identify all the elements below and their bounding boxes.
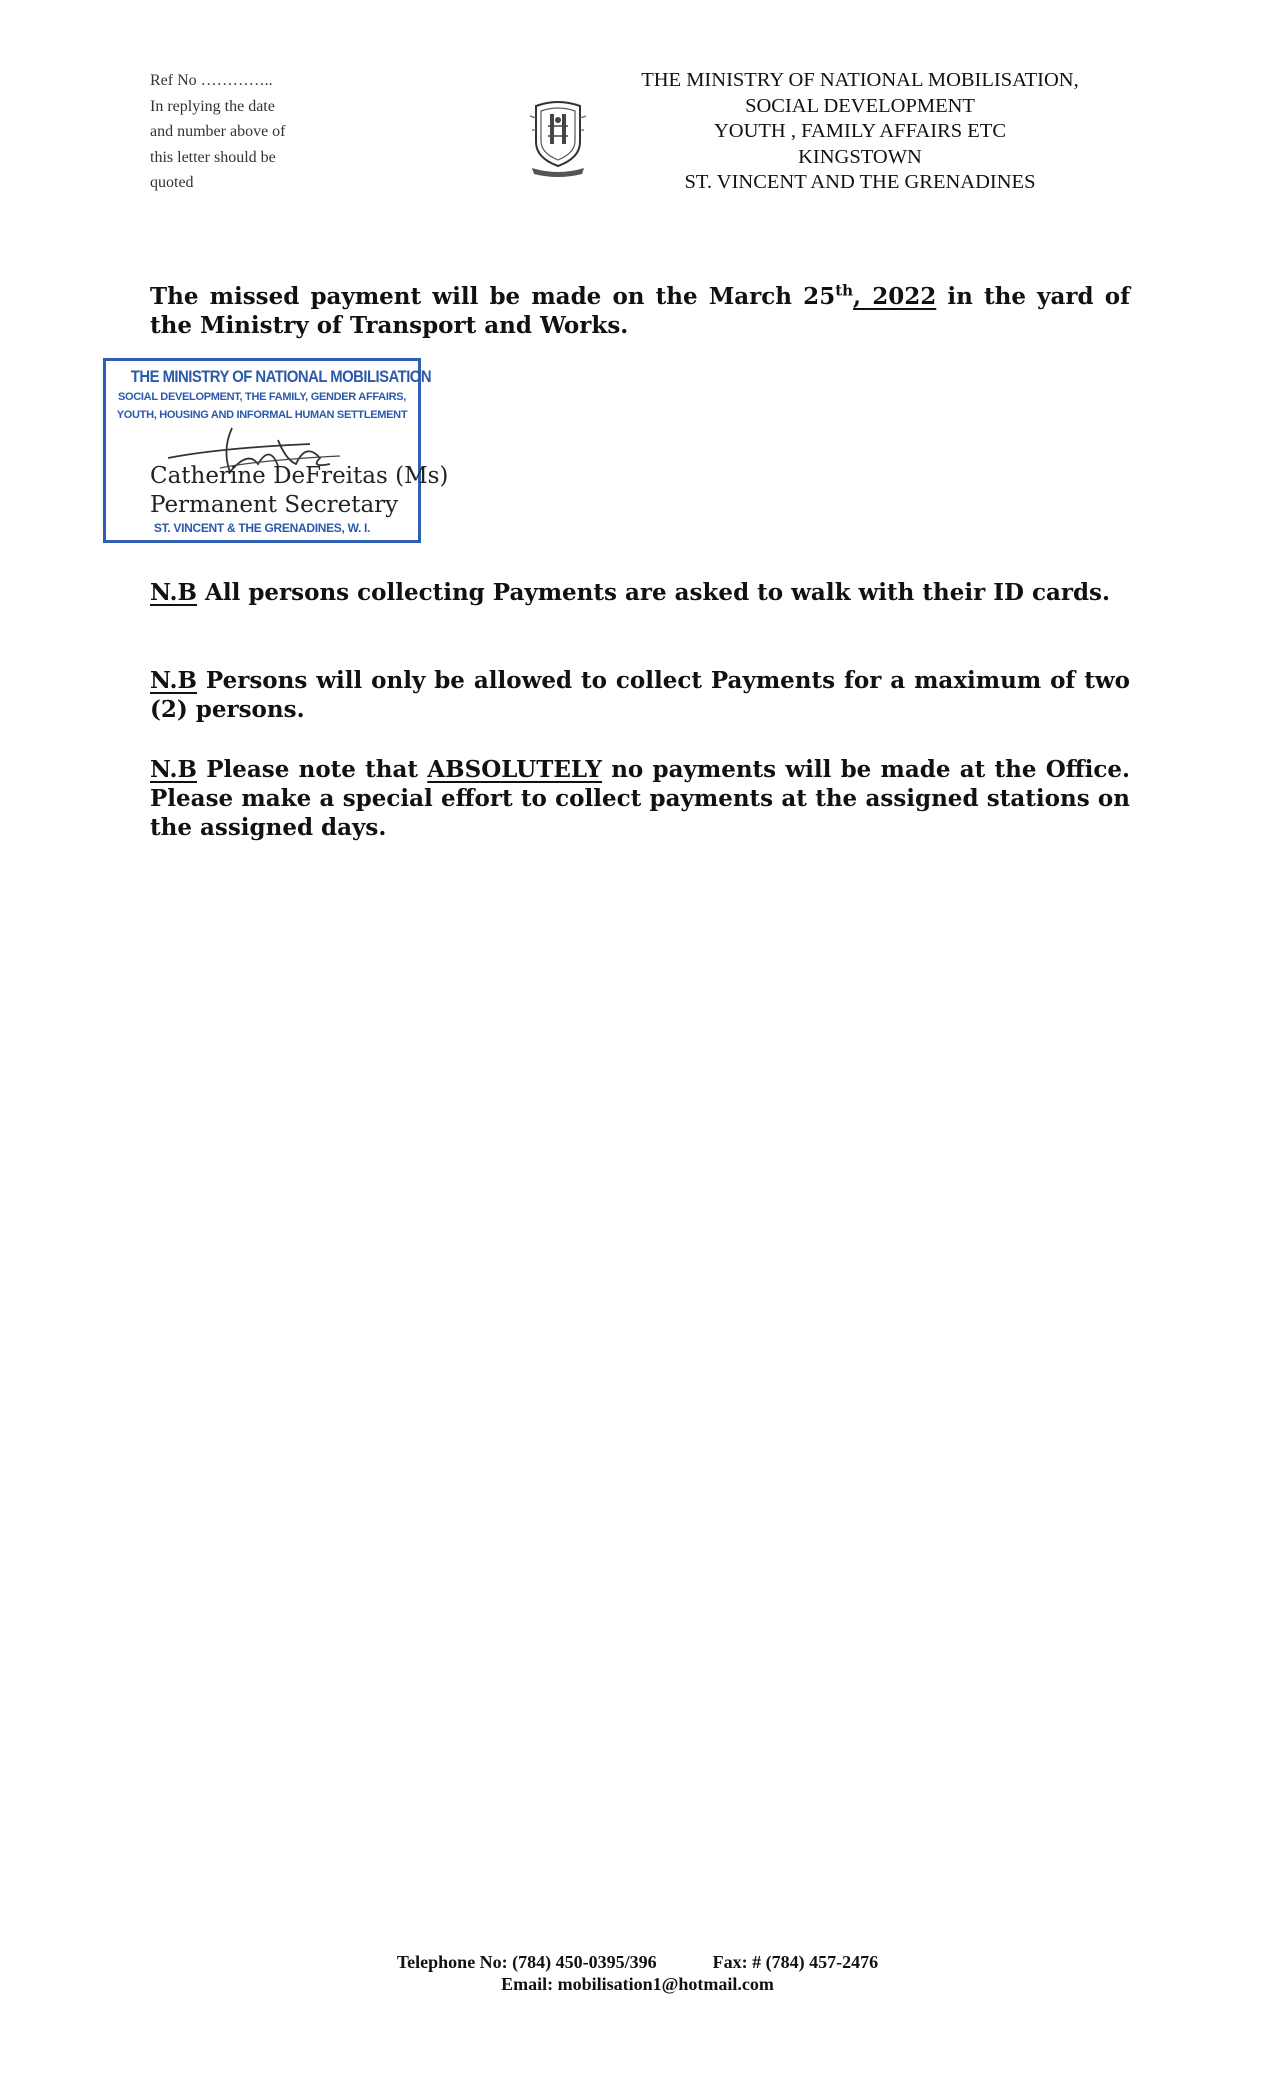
nb-label: N.B [150, 667, 197, 694]
nb-emphasis: ABSOLUTELY [427, 756, 602, 783]
ref-line: this letter should be [150, 148, 276, 166]
nb-label: N.B [150, 579, 197, 606]
ref-line: In replying the date [150, 97, 275, 115]
notice-sup: th [835, 281, 854, 300]
signer-title: Permanent Secretary [150, 492, 399, 518]
letterhead [600, 68, 1120, 196]
letterhead-line: ST. VINCENT AND THE GRENADINES [684, 171, 1036, 193]
nb-text: Persons will only be allowed to collect Payments for a maximum of two (2) persons. [150, 667, 1130, 723]
stamp-line: SOCIAL DEVELOPMENT, THE FAMILY, GENDER AFFAIRS, [117, 391, 407, 403]
signer-block [150, 462, 448, 520]
footer-email: Email: mobilisation1@hotmail.com [501, 1974, 774, 1994]
note-id-cards [150, 578, 1130, 607]
letterhead-line: SOCIAL DEVELOPMENT [745, 94, 975, 117]
notice-year: , 2022 [853, 283, 937, 310]
nb-text: Please note that [197, 756, 428, 783]
coat-of-arms-icon [528, 96, 588, 178]
letterhead-line: YOUTH , FAMILY AFFAIRS ETC [714, 120, 1006, 142]
nb-text: no payments will be made at the Office. Please make a special effort to collect payments at the assigned stations on the assigned days. [150, 756, 1131, 841]
letterhead-line: KINGSTOWN [798, 145, 922, 168]
signer-name: Catherine DeFreitas (Ms) [150, 463, 449, 489]
stamp-line: THE MINISTRY OF NATIONAL MOBILISATION [130, 367, 432, 386]
footer-contacts [0, 1952, 1275, 1973]
payment-notice [150, 282, 1130, 340]
nb-label: N.B [150, 756, 197, 783]
letterhead-line: THE MINISTRY OF NATIONAL MOBILISATION, [641, 69, 1079, 91]
reference-block [150, 68, 340, 196]
notice-text-end: in the yard of the Ministry of Transport and Works. [150, 283, 1131, 339]
ref-line: and number above of [150, 123, 286, 140]
note-office [150, 755, 1130, 842]
nb-text: All persons collecting Payments are asked to walk with their ID cards. [197, 579, 1111, 606]
footer-telephone: Telephone No: (784) 450-0395/396 [396, 1952, 657, 1972]
ref-line: Ref No ………….. [150, 72, 273, 89]
note-max-persons [150, 666, 1130, 724]
ref-line: quoted [150, 174, 194, 191]
stamp-line: ST. VINCENT & THE GRENADINES, W. I. [153, 521, 371, 535]
footer-fax: Fax: # (784) 457-2476 [712, 1952, 879, 1972]
notice-text: The missed payment will be made on the March 25 [150, 283, 836, 310]
stamp-line: YOUTH, HOUSING AND INFORMAL HUMAN SETTLEMENT [116, 409, 408, 421]
